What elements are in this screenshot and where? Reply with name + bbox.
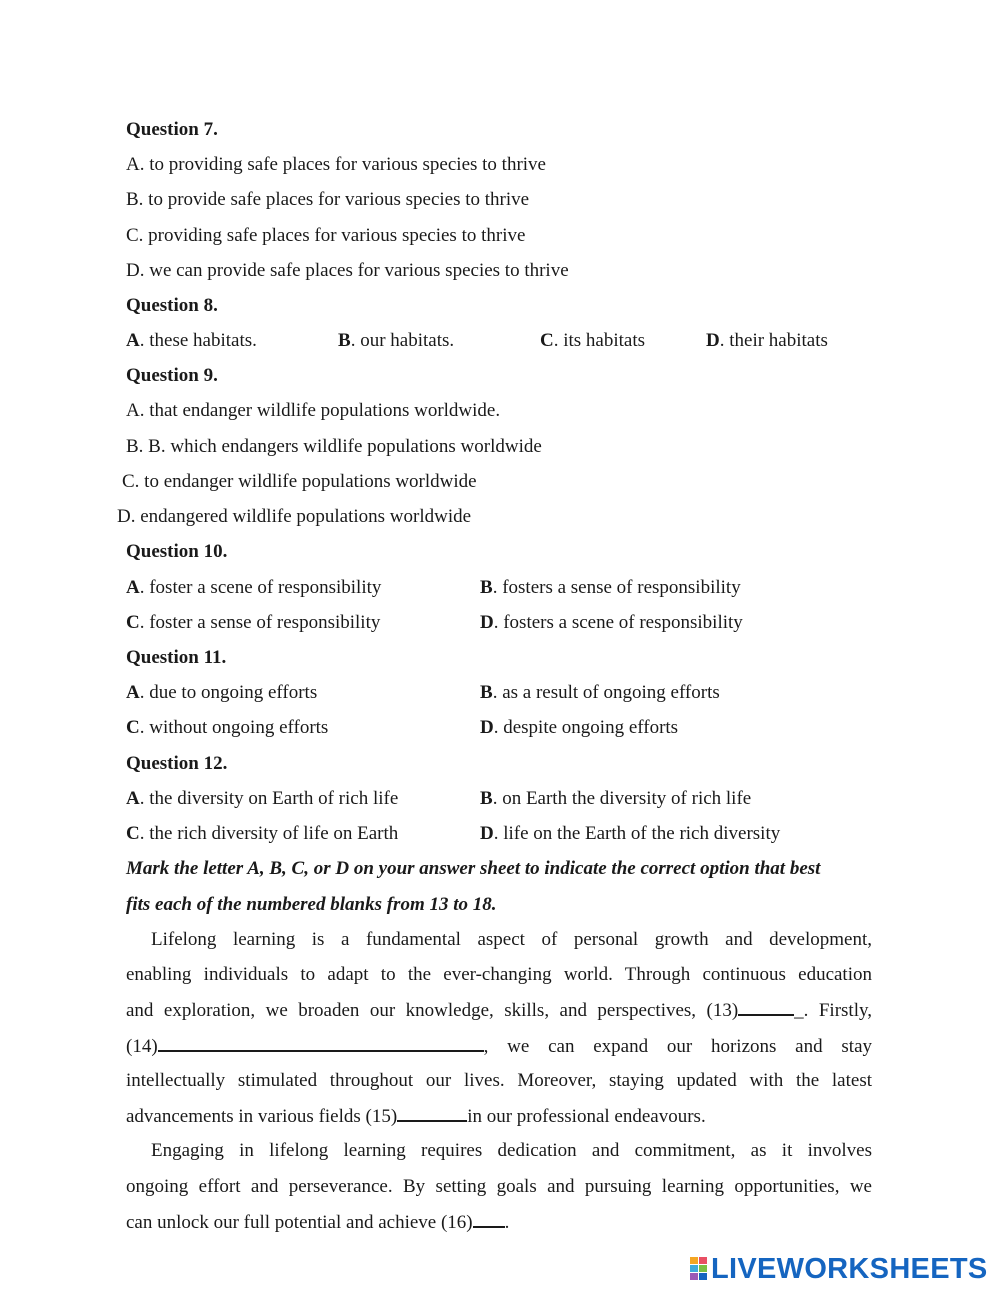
question-8-option-b[interactable]	[338, 329, 454, 353]
text-segment: (14)	[126, 1036, 158, 1057]
option-letter: C	[126, 823, 140, 844]
option-text: . its habitats	[553, 330, 646, 351]
option-text: . despite ongoing efforts	[493, 717, 679, 738]
option-letter: D	[480, 717, 494, 738]
liveworksheets-icon	[690, 1257, 708, 1281]
option-letter: C	[540, 330, 554, 351]
question-7-option-b[interactable]: B. to provide safe places for various species to thrive	[126, 189, 530, 210]
question-11-title: Question 11.	[126, 647, 227, 668]
blank-16[interactable]	[473, 1210, 505, 1228]
passage-p1-line-5: intellectually stimulated throughout our lives. Moreover, staying updated with the latest	[126, 1070, 872, 1091]
logo-text: LIVEWORKSHEETS	[711, 1252, 988, 1285]
passage-p1-line-3	[126, 998, 872, 1023]
question-9-option-d[interactable]: D. endangered wildlife populations worldwide	[117, 506, 472, 527]
question-9-option-c[interactable]: C. to endanger wildlife populations worldwide	[122, 471, 477, 492]
option-text: . on Earth the diversity of rich life	[492, 788, 752, 809]
blank-15[interactable]	[397, 1104, 467, 1122]
passage-p1-line-1: Lifelong learning is a fundamental aspect of personal growth and development,	[151, 929, 872, 950]
question-8-option-a[interactable]	[126, 329, 257, 353]
option-text: . fosters a scene of responsibility	[493, 612, 743, 633]
question-9-option-b[interactable]: B. B. which endangers wildlife populations worldwide	[126, 436, 542, 457]
text-segment: , we can expand our horizons and stay	[483, 1036, 872, 1057]
passage-p2-line-3	[126, 1210, 509, 1235]
option-letter: A	[126, 682, 140, 703]
text-segment: and exploration, we broaden our knowledge, skills, and perspectives, (13)	[126, 1000, 739, 1021]
question-8-option-c[interactable]	[540, 329, 645, 353]
passage-p1-line-6	[126, 1104, 706, 1129]
option-text: . as a result of ongoing efforts	[492, 682, 720, 703]
blank-13[interactable]	[738, 998, 794, 1016]
liveworksheets-logo[interactable]	[690, 1252, 988, 1285]
question-7-option-a[interactable]: A. to providing safe places for various species to thrive	[126, 154, 546, 175]
option-letter: D	[480, 612, 494, 633]
question-11-option-c[interactable]	[126, 716, 328, 740]
option-text: . their habitats	[719, 330, 828, 351]
question-8-title: Question 8.	[126, 295, 218, 316]
option-text: . life on the Earth of the rich diversity	[493, 823, 781, 844]
option-text: . foster a scene of responsibility	[139, 577, 382, 598]
option-letter: A	[126, 788, 140, 809]
text-segment: _. Firstly,	[794, 1000, 873, 1021]
blank-14[interactable]	[158, 1034, 484, 1052]
option-letter: C	[126, 612, 140, 633]
option-letter: C	[126, 717, 140, 738]
passage-p2-line-1: Engaging in lifelong learning requires dedication and commitment, as it involves	[151, 1140, 872, 1161]
question-10-option-c[interactable]	[126, 611, 380, 635]
question-12-option-b[interactable]	[480, 787, 751, 811]
question-11-option-d[interactable]	[480, 716, 678, 740]
option-letter: B	[480, 682, 493, 703]
option-text: . our habitats.	[350, 330, 455, 351]
question-12-option-c[interactable]	[126, 822, 398, 846]
option-text: . without ongoing efforts	[139, 717, 329, 738]
option-letter: A	[126, 330, 140, 351]
option-text: . the rich diversity of life on Earth	[139, 823, 399, 844]
option-letter: B	[480, 788, 493, 809]
question-7-option-c[interactable]: C. providing safe places for various species to thrive	[126, 225, 526, 246]
option-text: . the diversity on Earth of rich life	[139, 788, 399, 809]
option-letter: D	[706, 330, 720, 351]
question-8-option-d[interactable]	[706, 329, 828, 353]
option-letter: D	[480, 823, 494, 844]
question-7-title: Question 7.	[126, 119, 218, 140]
passage-p2-line-2: ongoing effort and perseverance. By setting goals and pursuing learning opportunities, we	[126, 1176, 872, 1197]
text-segment: advancements in various fields (15)	[126, 1106, 398, 1127]
question-9-title: Question 9.	[126, 365, 218, 386]
question-10-title: Question 10.	[126, 541, 228, 562]
passage-p1-line-2: enabling individuals to adapt to the ever-changing world. Through continuous education	[126, 964, 872, 985]
option-text: . foster a sense of responsibility	[139, 612, 381, 633]
question-11-option-b[interactable]	[480, 681, 720, 705]
option-letter: B	[480, 577, 493, 598]
instruction-line-2: fits each of the numbered blanks from 13 to 18.	[126, 894, 497, 915]
option-letter: A	[126, 577, 140, 598]
instruction-line-1: Mark the letter A, B, C, or D on your answer sheet to indicate the correct option that best	[126, 858, 821, 879]
question-10-option-b[interactable]	[480, 576, 741, 600]
question-10-option-a[interactable]	[126, 576, 381, 600]
passage-p1-line-4	[126, 1034, 872, 1059]
question-12-option-a[interactable]	[126, 787, 398, 811]
text-segment: can unlock our full potential and achieve (16)	[126, 1212, 473, 1233]
option-text: . fosters a sense of responsibility	[492, 577, 741, 598]
question-12-title: Question 12.	[126, 753, 228, 774]
option-text: . these habitats.	[139, 330, 257, 351]
question-12-option-d[interactable]	[480, 822, 780, 846]
option-letter: B	[338, 330, 351, 351]
question-7-option-d[interactable]: D. we can provide safe places for various species to thrive	[126, 260, 569, 281]
question-10-option-d[interactable]	[480, 611, 743, 635]
question-11-option-a[interactable]	[126, 681, 317, 705]
option-text: . due to ongoing efforts	[139, 682, 318, 703]
question-9-option-a[interactable]: A. that endanger wildlife populations worldwide.	[126, 400, 501, 421]
text-segment: .	[504, 1212, 510, 1233]
text-segment: in our professional endeavours.	[467, 1106, 706, 1127]
